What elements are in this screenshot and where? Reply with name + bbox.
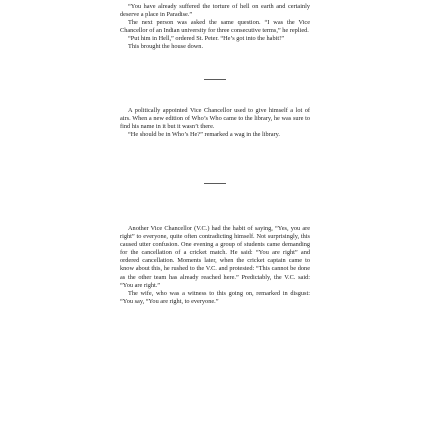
document-page	[120, 0, 310, 424]
anecdote-section-1	[120, 3, 310, 52]
paragraph: This brought the house down.	[128, 43, 204, 51]
paragraph: Another Vice Chancellor (V.C.) had the habit of saying, “Yes, you are right” to everyone, quite often contradicting himself. Not surprisingly, this caused utter confusion. One evening a group of students came demanding for the cancellation of a cricket match. He said: “You are right” and ordered cancellation. Moments later, when the cricket captain came to know about this, he rushed to the V.C. and protested: “This cannot be done as the other team has already reached here.” Predictably, the V.C. said: “You are right.”	[120, 225, 310, 289]
paragraph: “You have already suffered the torture of hell on earth and certainly deserve a place in Paradise.”	[120, 3, 310, 19]
section-divider	[204, 183, 226, 184]
anecdote-section-2	[120, 107, 310, 139]
paragraph: The wife, who was a witness to this going on, remarked in disgust: “You say, “You are right, to everyone.”	[120, 289, 310, 305]
anecdote-section-3	[120, 225, 310, 306]
paragraph: “Put him in Hell,” ordered St. Peter. “He’s got into the habit!”	[128, 35, 284, 43]
paragraph: A politically appointed Vice Chancellor used to give himself a lot of airs. When a new edition of Who’s Who came to the library, he was sure to find his name in it but it wasn’t there.	[120, 107, 310, 131]
section-divider	[204, 79, 226, 80]
paragraph: “He should be in Who’s He?” remarked a wag in the library.	[128, 131, 280, 139]
paragraph: The next person was asked the same question. “I was the Vice Chancellor of an Indian university for three consecutive terms,” he replied.	[120, 19, 310, 35]
